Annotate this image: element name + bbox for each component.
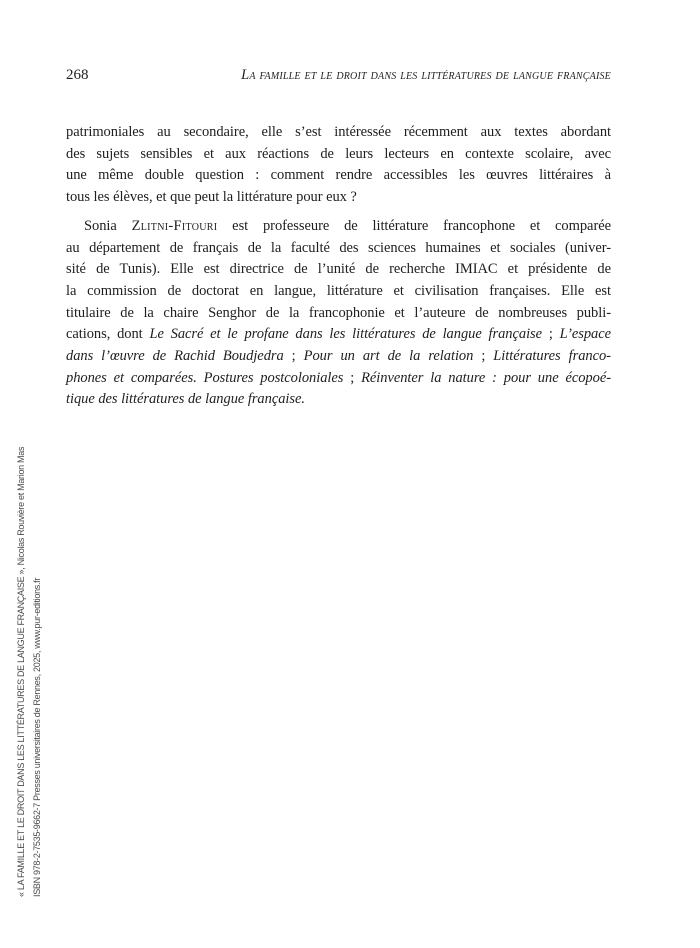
text-line: titulaire de la chaire Senghor de la francophonie et l’auteure de nombreuses publi- <box>66 304 611 321</box>
work-title: Pour un art de la relation <box>303 348 474 365</box>
work-title: Le Sacré et le profane dans les littératures de langue française <box>149 326 543 343</box>
separator: ; <box>473 348 494 365</box>
paragraph-1 <box>66 122 611 209</box>
running-title: La famille et le droit dans les littératures de langue française <box>241 67 611 83</box>
text-line: des sujets sensibles et aux réactions de leurs lecteurs en contexte scolaire, avec <box>66 145 611 162</box>
work-title: phones et comparées. Postures postcoloniales <box>66 369 344 386</box>
separator: ; <box>343 369 362 386</box>
paragraph-2-author-bio <box>66 216 611 411</box>
text-segment: est professeure de littérature francophone et comparée <box>217 217 611 234</box>
work-title: Réinventer la nature : pour une écopoé- <box>361 369 611 386</box>
citation-title-line: « LA FAMILLE ET LE DROIT DANS LES LITTÉRATURES DE LANGUE FRANÇAISE », Nicolas Rouvière et Marion Mas <box>16 446 26 897</box>
text-line <box>66 368 611 390</box>
text-line: tous les élèves, et que peut la littérature pour eux ? <box>66 189 357 206</box>
text-line <box>66 346 611 368</box>
text-line: sité de Tunis). Elle est directrice de l’unité de recherche IMIAC et présidente de <box>66 261 611 278</box>
separator: ; <box>283 348 304 365</box>
main-text-block <box>66 122 611 411</box>
text-line: patrimoniales au secondaire, elle s’est intéressée récemment aux textes abordant <box>66 124 611 140</box>
work-title: Littératures franco- <box>493 348 611 365</box>
text-line <box>66 389 611 411</box>
separator: ; <box>542 326 560 343</box>
text-line <box>66 216 611 238</box>
text-segment: cations, dont <box>66 326 150 343</box>
author-name: Zlitni-Fitouri <box>131 217 218 234</box>
text-line: au département de français de la faculté des sciences humaines et sociales (univer- <box>66 239 611 256</box>
text-line <box>66 324 611 346</box>
work-title: L’espace <box>559 326 611 343</box>
page-header <box>66 67 611 84</box>
text-line: une même double question : comment rendre accessibles les œuvres littéraires à <box>66 167 611 184</box>
text-line: la commission de doctorat en langue, littérature et civilisation françaises. Elle est <box>66 282 611 299</box>
work-title: tique des littératures de langue française. <box>66 391 305 408</box>
citation-sidebar <box>13 447 45 897</box>
text-segment: Sonia <box>84 217 132 234</box>
work-title: dans l’œuvre de Rachid Boudjedra <box>66 348 284 365</box>
citation-isbn-line: ISBN 978-2-7535-9662-7 Presses universitaires de Rennes, 2025, www.pur-editions.fr <box>32 577 42 897</box>
page-number: 268 <box>66 67 89 83</box>
